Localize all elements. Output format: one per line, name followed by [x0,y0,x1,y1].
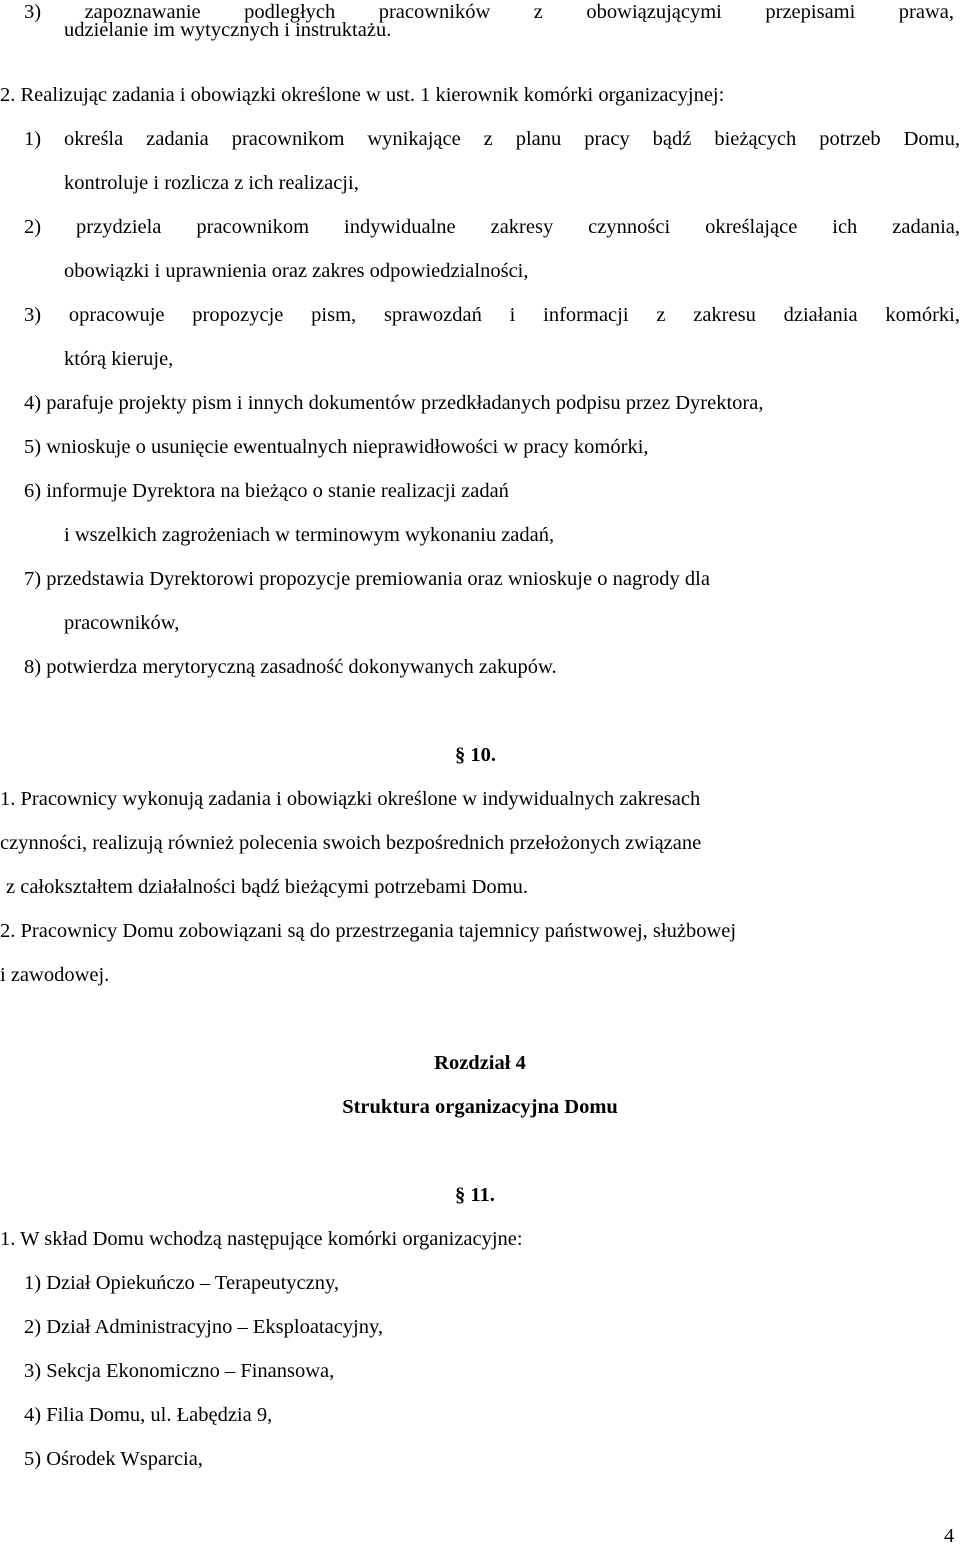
unit-item-2: 2) Dział Administracyjno – Eksploatacyjny, [24,1316,384,1338]
unit-item-1: 1) Dział Opiekuńczo – Terapeutyczny, [24,1272,340,1294]
duty-item-8: 8) potwierdza merytoryczną zasadność dokonywanych zakupów. [24,656,557,678]
duty-item-2: 2) przydziela pracownikom indywidualne zakresy czynności określające ich zadania, [24,216,960,238]
duty-item-4: 4) parafuje projekty pism i innych dokumentów przedkładanych podpisu przez Dyrektora, [24,392,764,414]
chapter-title: Struktura organizacyjna Domu [342,1096,618,1118]
chapter-heading: Rozdział 4 [434,1052,526,1074]
list-item-3-text: 3) zapoznawanie podległych pracowników z obowiązującymi przepisami prawa, [24,1,954,23]
section-10-paragraph-1: 1. Pracownicy wykonują zadania i obowiązki określone w indywidualnych zakresach [0,788,701,810]
unit-item-3: 3) Sekcja Ekonomiczno – Finansowa, [24,1360,335,1382]
section-11-heading: § 11. [455,1184,495,1206]
page-number: 4 [944,1525,955,1547]
duty-item-1: 1) określa zadania pracownikom wynikające z planu pracy bądź bieżących potrzeb Domu, [24,128,960,150]
section-11-paragraph-1: 1. W skład Domu wchodzą następujące komórki organizacyjne: [0,1228,523,1250]
section-10-paragraph-2-line-2: i zawodowej. [0,964,110,986]
section-10-heading: § 10. [455,744,496,766]
paragraph-2-intro: 2. Realizując zadania i obowiązki określone w ust. 1 kierownik komórki organizacyjnej: [0,84,725,106]
duty-item-6: 6) informuje Dyrektora na bieżąco o stanie realizacji zadań [24,480,509,502]
duty-item-7-continuation: pracowników, [64,612,180,634]
duty-item-3: 3) opracowuje propozycje pism, sprawozdań i informacji z zakresu działania komórki, [24,304,960,326]
section-10-paragraph-1-line-2: czynności, realizują również polecenia swoich bezpośrednich przełożonych związane [0,832,702,854]
list-item-3-continuation: udzielanie im wytycznych i instruktażu. [64,19,392,41]
section-10-paragraph-1-line-3: z całokształtem działalności bądź bieżącymi potrzebami Domu. [6,876,528,898]
duty-item-1-continuation: kontroluje i rozlicza z ich realizacji, [64,172,359,194]
section-10-paragraph-2: 2. Pracownicy Domu zobowiązani są do przestrzegania tajemnicy państwowej, służbowej [0,920,737,942]
duty-item-6-continuation: i wszelkich zagrożeniach w terminowym wykonaniu zadań, [64,524,555,546]
duty-item-2-continuation: obowiązki i uprawnienia oraz zakres odpowiedzialności, [64,260,529,282]
unit-item-5: 5) Ośrodek Wsparcia, [24,1448,203,1470]
duty-item-3-continuation: którą kieruje, [64,348,174,370]
duty-item-5: 5) wnioskuje o usunięcie ewentualnych nieprawidłowości w pracy komórki, [24,436,649,458]
unit-item-4: 4) Filia Domu, ul. Łabędzia 9, [24,1404,273,1426]
duty-item-7: 7) przedstawia Dyrektorowi propozycje premiowania oraz wnioskuje o nagrody dla [24,568,710,590]
